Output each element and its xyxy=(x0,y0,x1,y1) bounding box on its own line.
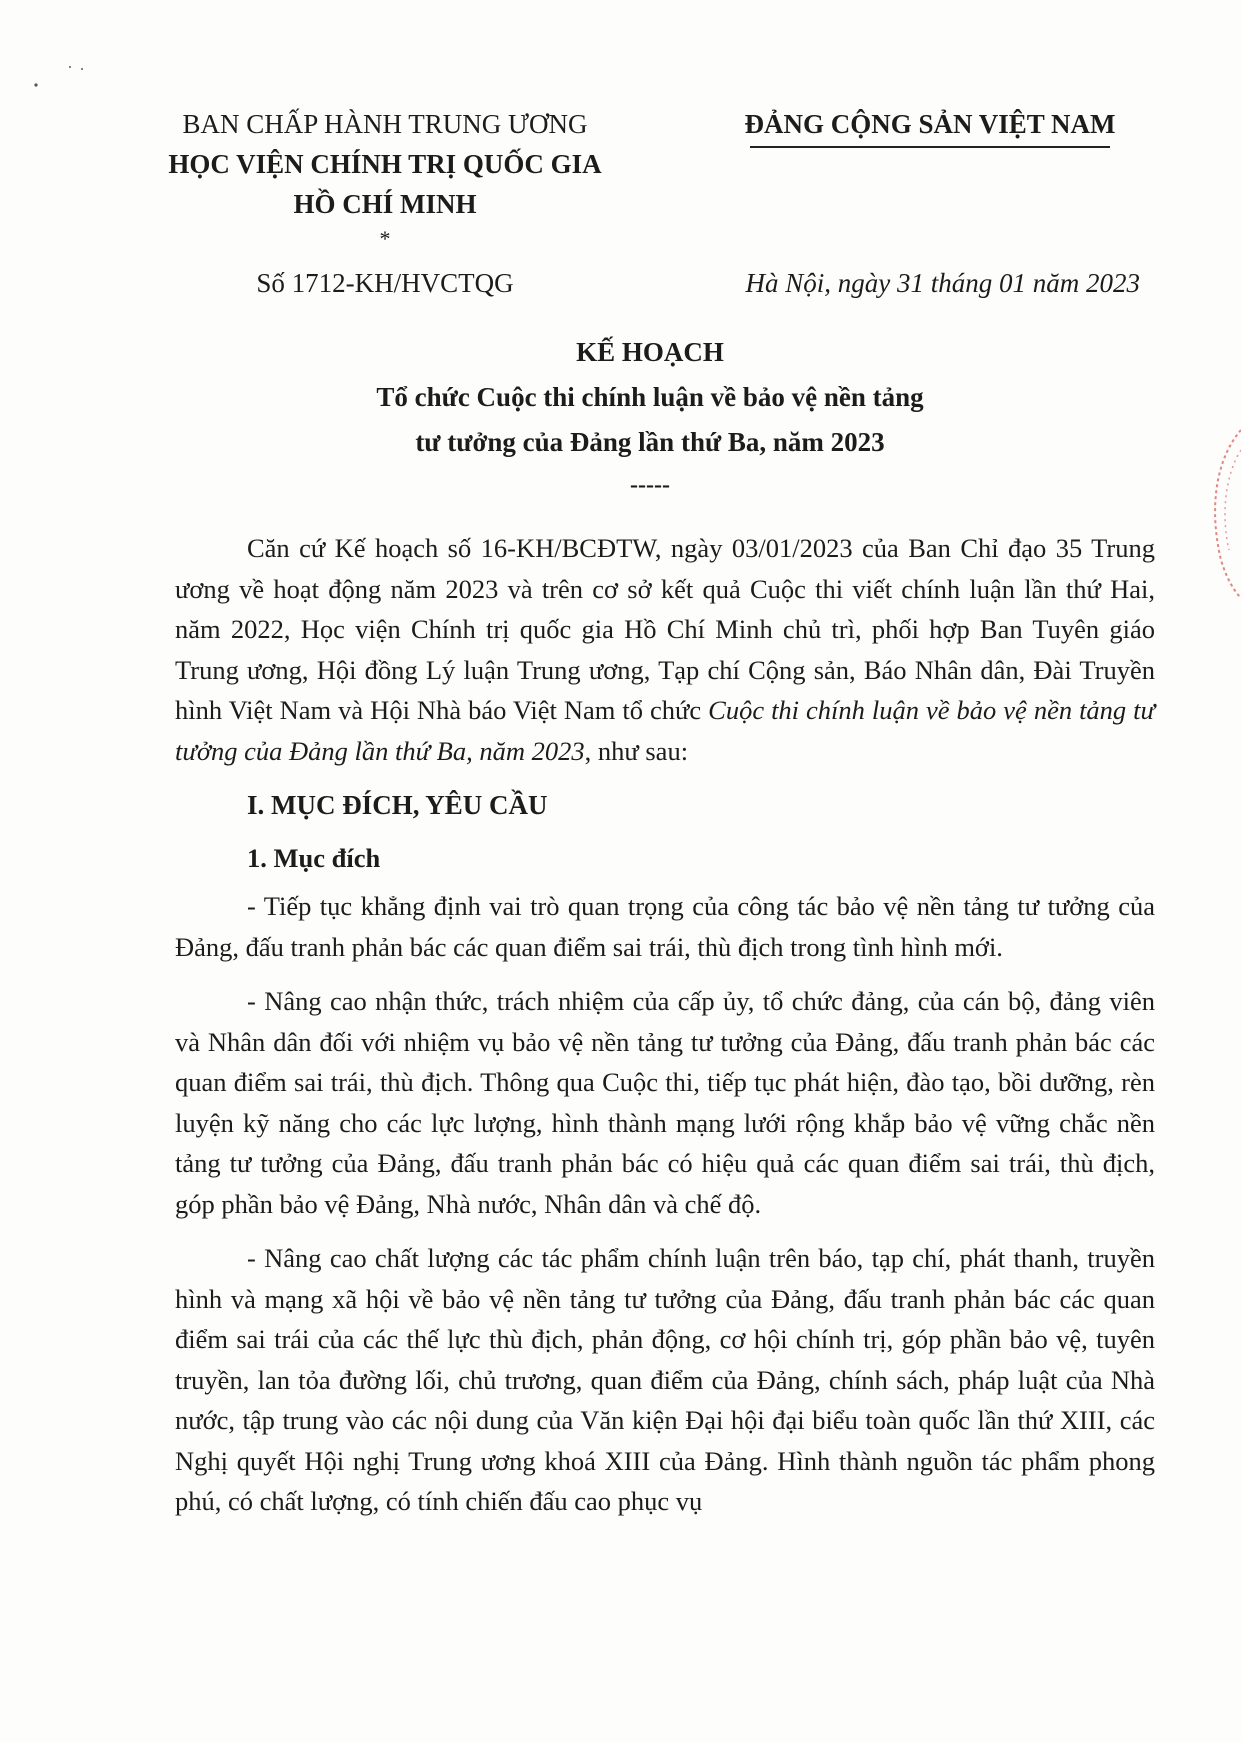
purpose-paragraph-2: - Nâng cao nhận thức, trách nhiệm của cấp ủy, tổ chức đảng, của cán bộ, đảng viên và Nhân dân đối với nhiệm vụ bảo vệ nền tảng tư tưởng của Đảng, đấu tranh phản bác các quan điểm sai trái, thù địch. Thông qua Cuộc thi, tiếp tục phát hiện, đào tạo, bồi dưỡng, rèn luyện kỹ năng cho các lực lượng, hình thành mạng lưới rộng khắp bảo vệ vững chắc nền tảng tư tưởng của Đảng, đấu tranh phản bác có hiệu quả các quan điểm sai trái, thù địch, góp phần bảo vệ Đảng, Nhà nước, Nhân dân và chế độ. xyxy=(175,986,1155,1219)
document-body xyxy=(175,528,1155,1536)
academy-name-line-2: HỒ CHÍ MINH xyxy=(293,189,477,219)
purpose-paragraph-3: - Nâng cao chất lượng các tác phẩm chính luận trên báo, tạp chí, phát thanh, truyền hình và mạng xã hội về bảo vệ nền tảng tư tưởng của Đảng, đấu tranh phản bác các quan điểm sai trái của các thế lực thù địch, phản động, cơ hội chính trị, góp phần bảo vệ, tuyên truyền, lan tỏa đường lối, chủ trương, quan điểm của Đảng, chính sách, pháp luật của Nhà nước, tập trung vào các nội dung của Văn kiện Đại hội đại biểu toàn quốc lần thứ XIII, các Nghị quyết Hội nghị Trung ương khoá XIII của Đảng. Hình thành nguồn tác phẩm phong phú, có chất lượng, có tính chiến đấu cao phục vụ xyxy=(175,1243,1155,1516)
issuing-body-block xyxy=(140,104,630,252)
star-mark: * xyxy=(379,226,391,251)
title-block xyxy=(140,330,1160,505)
scan-specks xyxy=(30,55,90,115)
intro-text-1: Căn cứ Kế hoạch số 16-KH/BCĐTW, ngày 03/01/2023 của Ban Chỉ đạo 35 Trung ương về hoạt động năm 2023 và trên cơ sở kết quả Cuộc thi viết chính luận lần thứ Hai, năm 2022, Học viện Chính trị quốc gia Hồ Chí Minh chủ trì, phối hợp Ban Tuyên giáo Trung ương, Hội đồng Lý luận Trung ương, Tạp chí Cộng sản, Báo Nhân dân, Đài Truyền hình Việt Nam và Hội Nhà báo Việt Nam tổ chức xyxy=(175,533,1155,725)
red-stamp-edge xyxy=(1201,420,1241,600)
document-number: Số 1712-KH/HVCTQG xyxy=(256,268,514,298)
intro-text-2: , như sau: xyxy=(584,735,689,766)
party-name-block xyxy=(720,104,1140,148)
document-type-title: KẾ HOẠCH xyxy=(576,337,724,367)
title-separator: ----- xyxy=(630,472,670,498)
section-heading: I. MỤC ĐÍCH, YÊU CẦU xyxy=(247,790,548,820)
document-subtitle-line-2: tư tưởng của Đảng lần thứ Ba, năm 2023 xyxy=(415,427,885,457)
subsection-heading: 1. Mục đích xyxy=(247,842,381,873)
document-subtitle-line-1: Tổ chức Cuộc thi chính luận về bảo vệ nền tảng xyxy=(376,382,924,412)
central-committee-line: BAN CHẤP HÀNH TRUNG ƯƠNG xyxy=(182,109,588,139)
party-name-underline xyxy=(750,146,1110,148)
intro-paragraph xyxy=(175,528,1155,771)
contest-name-italic: Cuộc thi chính luận về bảo vệ nền tảng tư tưởng của Đảng lần thứ Ba, năm 2023 xyxy=(175,695,1156,766)
purpose-paragraph-1: - Tiếp tục khẳng định vai trò quan trọng của công tác bảo vệ nền tảng tư tưởng của Đảng, đấu tranh phản bác các quan điểm sai trái, thù địch trong tình hình mới. xyxy=(175,891,1155,962)
party-name: ĐẢNG CỘNG SẢN VIỆT NAM xyxy=(744,109,1116,139)
place-and-date: Hà Nội, ngày 31 tháng 01 năm 2023 xyxy=(745,268,1140,298)
academy-name-line: HỌC VIỆN CHÍNH TRỊ QUỐC GIA xyxy=(168,149,602,179)
